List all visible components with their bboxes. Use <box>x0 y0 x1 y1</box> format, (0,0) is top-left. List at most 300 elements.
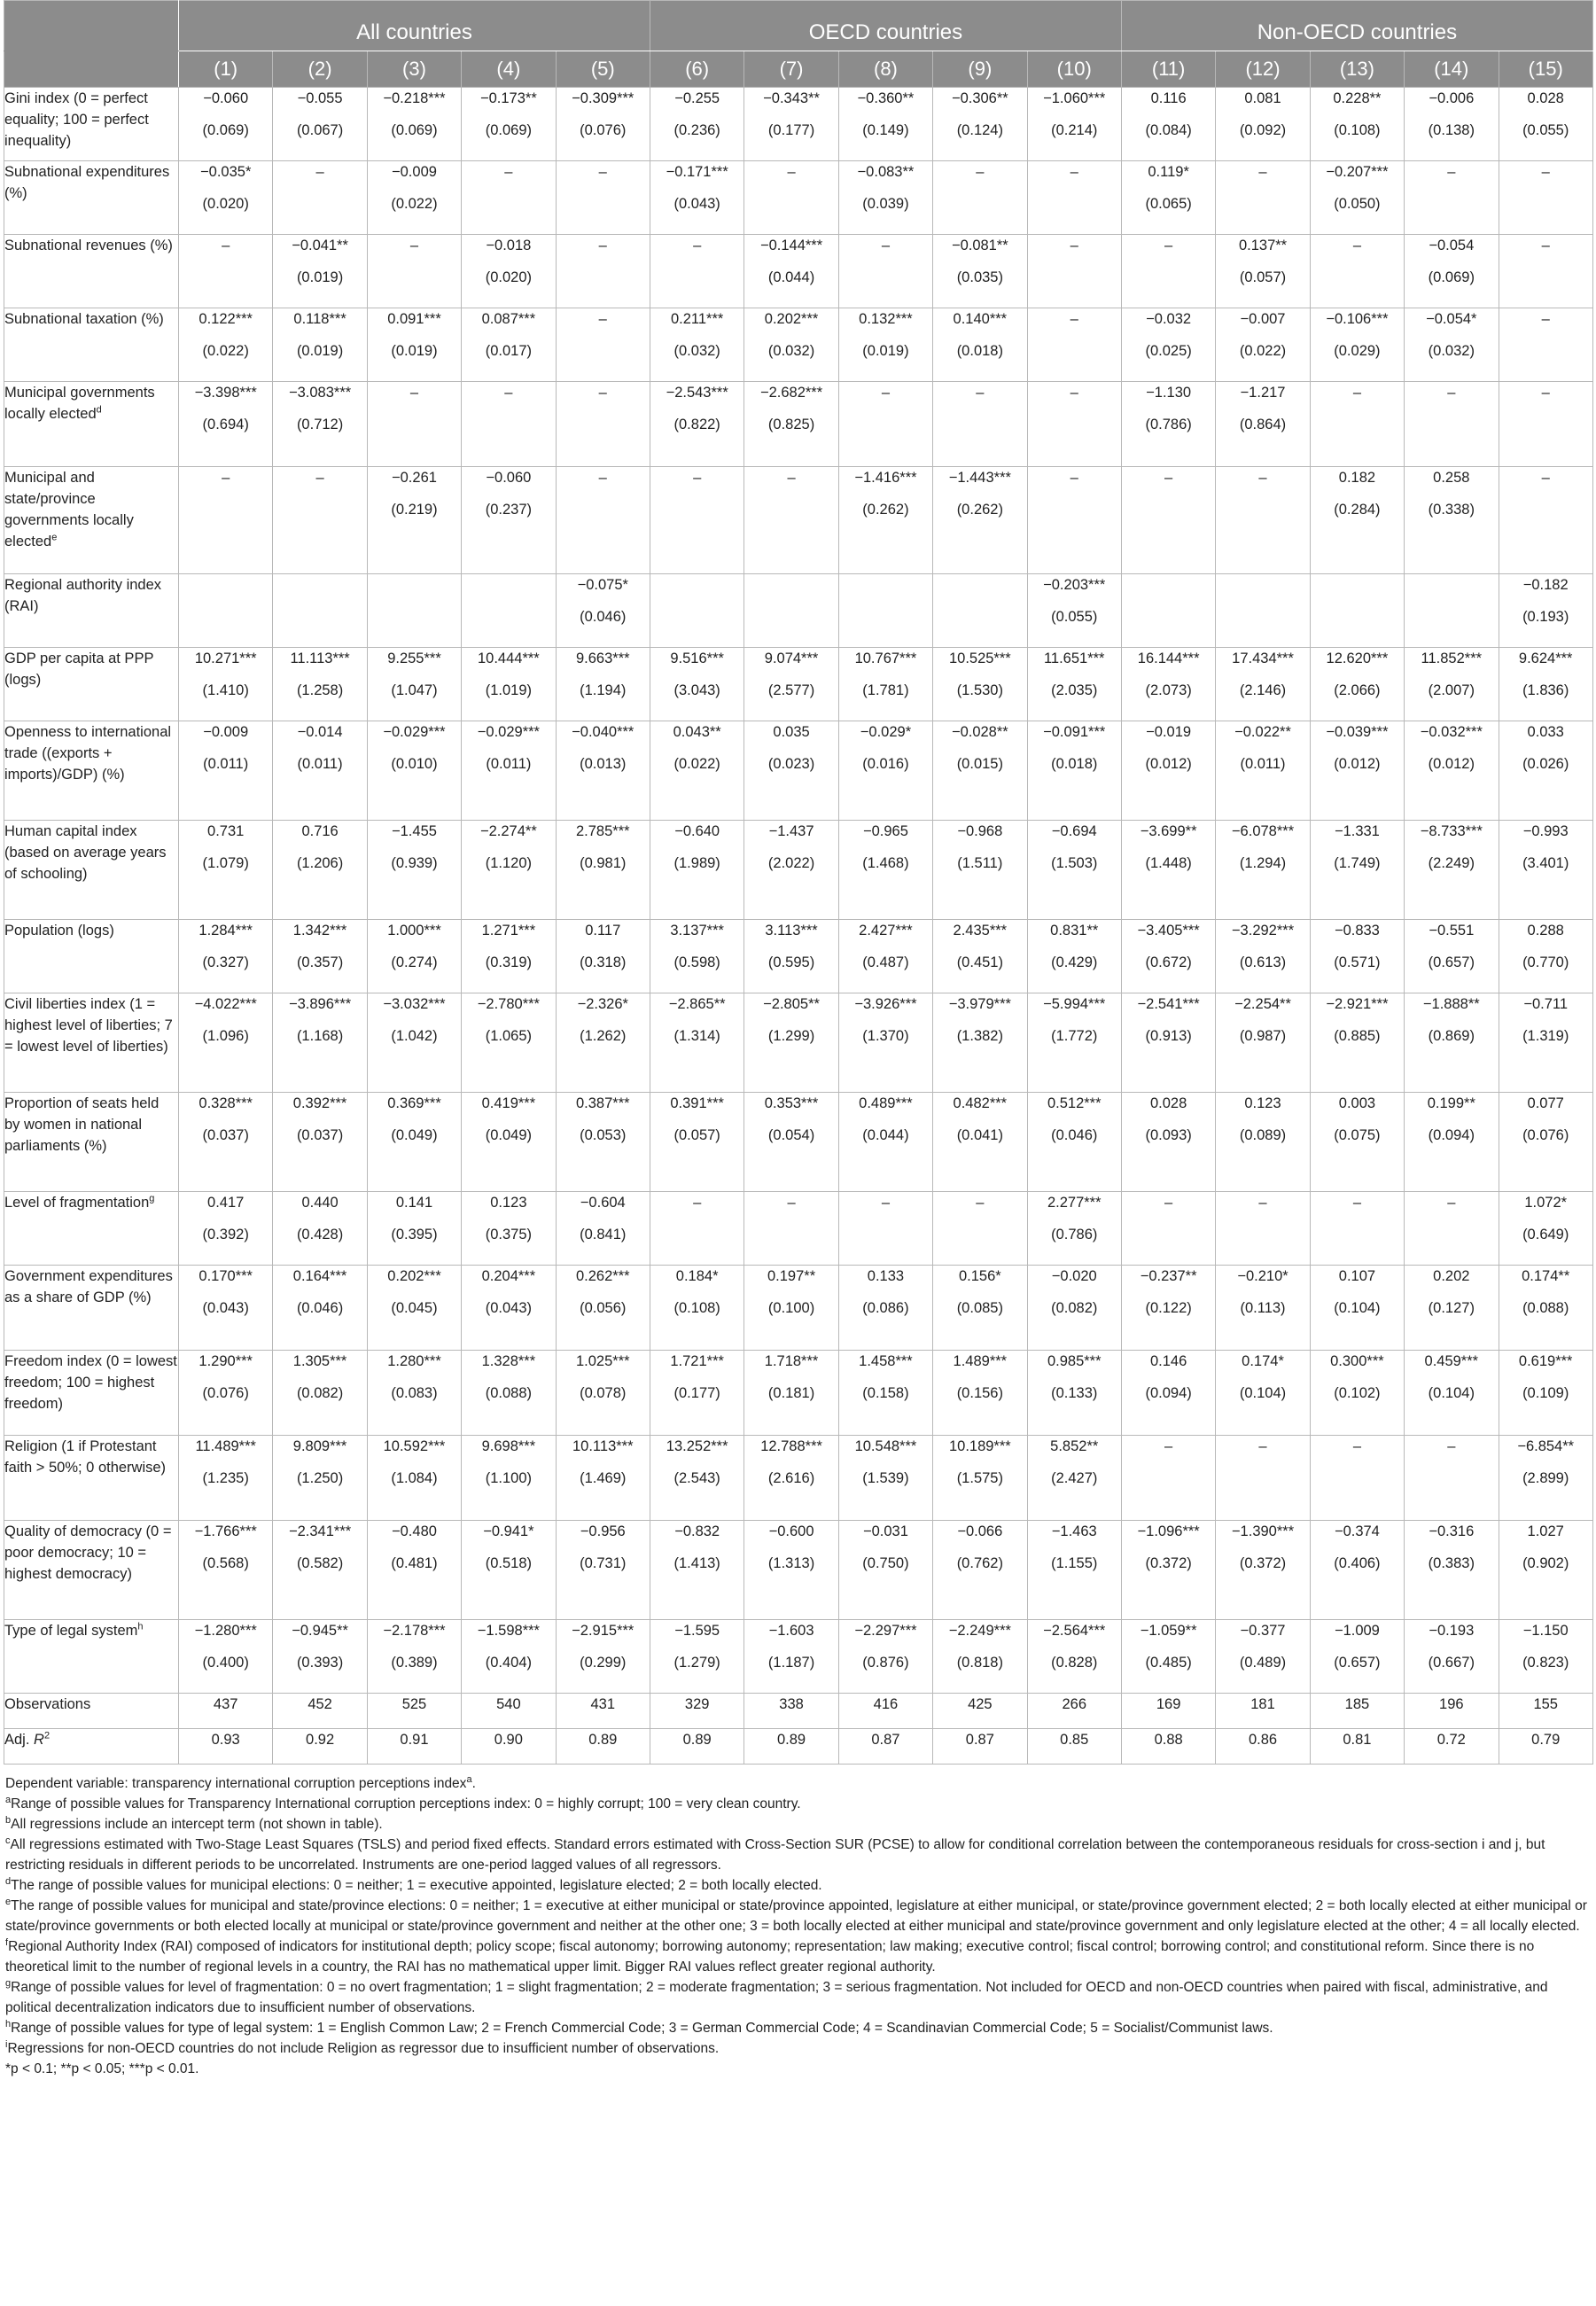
standard-error <box>744 1224 837 1245</box>
standard-error <box>557 340 650 362</box>
estimate-cell <box>556 993 650 1093</box>
standard-error: (1.155) <box>1051 1555 1098 1571</box>
estimate-cell <box>1310 574 1404 648</box>
coefficient: −0.968 <box>957 823 1003 839</box>
standard-error <box>933 193 1026 214</box>
estimate-cell <box>744 1266 838 1351</box>
standard-error: (0.057) <box>673 1127 720 1143</box>
standard-error: (2.249) <box>1428 855 1475 871</box>
standard-error <box>1216 1224 1309 1245</box>
standard-error: (0.177) <box>673 1385 720 1401</box>
coefficient: 3.137*** <box>670 923 724 939</box>
coefficient: 9.809*** <box>292 1438 347 1454</box>
row-label-text: Subnational taxation (%) <box>4 311 164 327</box>
estimate-cell <box>462 1266 556 1351</box>
standard-error: (0.032) <box>767 343 815 359</box>
standard-error <box>1028 267 1121 288</box>
coefficient: – <box>881 1195 891 1211</box>
coefficient: −2.564*** <box>1043 1623 1106 1639</box>
estimate-cell <box>556 467 650 574</box>
standard-error <box>744 193 837 214</box>
coefficient: 10.767*** <box>854 651 917 666</box>
group-header-row <box>4 1 1593 51</box>
coefficient: 1.290*** <box>199 1353 253 1369</box>
coefficient: −1.150 <box>1522 1623 1569 1639</box>
estimate-cell <box>273 235 367 308</box>
coefficient: 0.258 <box>1433 470 1470 486</box>
coefficient: −0.055 <box>297 90 343 106</box>
standard-error: (0.026) <box>1522 756 1569 772</box>
standard-error: (0.019) <box>296 269 344 285</box>
estimate-cell <box>1121 648 1215 721</box>
table-note <box>5 1794 1591 1814</box>
standard-error: (1.120) <box>485 855 532 871</box>
standard-error: (0.088) <box>1522 1300 1569 1316</box>
note-marker: a <box>5 1794 12 1805</box>
note-text: The range of possible values for municipal and state/province elections: 0 = neither; 1 = executive at either municipal or state/province appointed, legislature at either municipal, or state/province government elected; 2 = both locally elected at either municipal or state/province governments or both elected locally at municipal or state/province government and neither at the other one; 3 = both locally elected at either municipal and state/province government and only legislature elected at the other; 4 = all locally elected. <box>5 1898 1587 1934</box>
coefficient: – <box>1541 238 1550 253</box>
coefficient: −3.083*** <box>288 385 352 401</box>
standard-error: (0.487) <box>862 954 909 970</box>
estimate-cell <box>650 993 744 1093</box>
estimate-cell <box>1121 993 1215 1093</box>
estimate-cell <box>1121 1093 1215 1192</box>
coefficient: −3.979*** <box>948 996 1011 1012</box>
coefficient: −0.374 <box>1334 1523 1380 1539</box>
standard-error: (0.054) <box>767 1127 815 1143</box>
estimate-cell <box>1027 648 1121 721</box>
standard-error: (0.319) <box>485 954 532 970</box>
coefficient: 0.985*** <box>1047 1353 1102 1369</box>
standard-error: (1.194) <box>580 682 627 698</box>
standard-error <box>1122 1224 1215 1245</box>
standard-error: (0.284) <box>1334 502 1381 518</box>
coefficient: −0.022** <box>1234 724 1291 740</box>
estimate-cell <box>556 235 650 308</box>
table-row <box>4 1192 1593 1266</box>
coefficient: −1.096*** <box>1137 1523 1200 1539</box>
estimate-cell <box>1216 821 1310 920</box>
note-text: *p < 0.1; **p < 0.05; ***p < 0.01. <box>5 2061 199 2076</box>
coefficient: – <box>787 1195 796 1211</box>
row-label-text: Human capital index (based on average years of schooling) <box>4 823 167 882</box>
table-note <box>5 2018 1591 2038</box>
standard-error: (0.037) <box>296 1127 344 1143</box>
standard-error: (0.429) <box>1051 954 1098 970</box>
coefficient: – <box>315 470 324 486</box>
adj-r2-cell: 0.93 <box>179 1729 273 1765</box>
coefficient <box>1311 574 1404 596</box>
standard-error: (0.025) <box>1145 343 1192 359</box>
estimate-cell <box>1121 308 1215 382</box>
coefficient: −0.019 <box>1146 724 1192 740</box>
row-label-text: Quality of democracy (0 = poor democracy; 10 = highest democracy) <box>4 1523 172 1582</box>
estimate-cell <box>1499 721 1592 821</box>
note-marker: c <box>5 1835 11 1846</box>
standard-error: (1.370) <box>862 1028 909 1044</box>
group-header: OECD countries <box>650 1 1121 51</box>
standard-error: (0.913) <box>1145 1028 1192 1044</box>
estimate-cell <box>1310 88 1404 161</box>
standard-error <box>557 414 650 435</box>
standard-error: (0.149) <box>862 122 909 138</box>
coefficient: 0.043** <box>673 724 721 740</box>
row-label: Observations <box>4 1694 179 1729</box>
standard-error: (0.032) <box>673 343 720 359</box>
standard-error <box>933 414 1026 435</box>
standard-error: (0.451) <box>956 954 1003 970</box>
standard-error: (0.108) <box>673 1300 720 1316</box>
coefficient: −3.292*** <box>1231 923 1295 939</box>
standard-error: (0.076) <box>580 122 627 138</box>
standard-error: (0.012) <box>1334 756 1381 772</box>
standard-error: (1.065) <box>485 1028 532 1044</box>
coefficient: −5.994*** <box>1043 996 1106 1012</box>
observations-row <box>4 1694 1593 1729</box>
row-label <box>4 993 179 1093</box>
estimate-cell <box>1216 1620 1310 1694</box>
standard-error: (0.582) <box>296 1555 344 1571</box>
standard-error: (0.046) <box>580 609 627 625</box>
estimate-cell <box>462 1521 556 1620</box>
note-text: Dependent variable: transparency international corruption perceptions index <box>5 1776 467 1791</box>
coefficient: −1.331 <box>1334 823 1380 839</box>
coefficient: – <box>1164 1438 1173 1454</box>
coefficient: −2.682*** <box>759 385 823 401</box>
standard-error: (0.568) <box>202 1555 249 1571</box>
coefficient: 0.369*** <box>387 1095 441 1111</box>
adj-r2-cell: 0.87 <box>933 1729 1027 1765</box>
coefficient: −0.218*** <box>383 90 446 106</box>
estimate-cell <box>838 821 932 920</box>
coefficient: −0.039*** <box>1326 724 1389 740</box>
estimate-cell <box>933 821 1027 920</box>
estimate-cell <box>462 993 556 1093</box>
coefficient: −0.193 <box>1429 1623 1475 1639</box>
standard-error: (0.089) <box>1239 1127 1287 1143</box>
estimate-cell <box>1121 574 1215 648</box>
estimate-cell <box>744 88 838 161</box>
note-text: Regional Authority Index (RAI) composed of indicators for institutional depth; policy scope; fiscal autonomy; borrowing autonomy; representation; law making; executive control; fiscal control; borrowing control; and constitutional reform. Since there is no theoretical limit to the number of regional levels in a country, the RAI has no mathematical upper limit. Bigger RAI values reflect greater regional authority. <box>5 1939 1535 1975</box>
coefficient: 1.284*** <box>199 923 253 939</box>
estimate-cell <box>650 1192 744 1266</box>
coefficient: −0.041** <box>292 238 348 253</box>
coefficient: – <box>1447 385 1456 401</box>
estimate-cell <box>179 235 273 308</box>
estimate-cell <box>1405 1436 1499 1521</box>
estimate-cell <box>179 1521 273 1620</box>
estimate-cell <box>1499 308 1592 382</box>
estimate-cell <box>179 1192 273 1266</box>
coefficient: 0.831** <box>1050 923 1099 939</box>
coefficient: – <box>1164 470 1173 486</box>
standard-error <box>1499 414 1592 435</box>
estimate-cell <box>1499 821 1592 920</box>
estimate-cell <box>1027 1351 1121 1436</box>
estimate-cell <box>744 1192 838 1266</box>
standard-error: (0.092) <box>1239 122 1287 138</box>
estimate-cell <box>462 648 556 721</box>
standard-error: (2.577) <box>767 682 815 698</box>
estimate-cell <box>838 1620 932 1694</box>
observations-cell: 437 <box>179 1694 273 1729</box>
standard-error: (0.046) <box>1051 1127 1098 1143</box>
estimate-cell <box>933 993 1027 1093</box>
coefficient: −2.805** <box>763 996 820 1012</box>
standard-error: (2.035) <box>1051 682 1098 698</box>
standard-error: (0.885) <box>1334 1028 1381 1044</box>
note-text: All regressions estimated with Two-Stage Least Squares (TSLS) and period fixed effects. Standard errors estimated with Cross-Section SUR (PCSE) to allow for conditional correlation between the contemporaneous residuals for cross-section i and j, but restricting residuals in different periods to be uncorrelated. Instruments are one-period lagged values of all regressors. <box>5 1837 1545 1873</box>
standard-error: (0.214) <box>1051 122 1098 138</box>
coefficient: 0.107 <box>1338 1268 1376 1284</box>
coefficient: – <box>1070 470 1078 486</box>
coefficient: −1.217 <box>1240 385 1286 401</box>
standard-error <box>1122 267 1215 288</box>
coefficient: −2.297*** <box>854 1623 917 1639</box>
estimate-cell <box>273 920 367 993</box>
coefficient: 1.025*** <box>575 1353 630 1369</box>
coefficient: −0.941* <box>483 1523 534 1539</box>
standard-error: (0.055) <box>1051 609 1098 625</box>
table-note <box>5 1896 1591 1936</box>
coefficient: −0.054 <box>1429 238 1475 253</box>
row-label <box>4 721 179 821</box>
standard-error: (1.511) <box>957 855 1003 871</box>
standard-error <box>368 606 461 627</box>
estimate-cell <box>838 161 932 235</box>
observations-cell: 329 <box>650 1694 744 1729</box>
standard-error: (0.869) <box>1428 1028 1475 1044</box>
coefficient: −0.032 <box>1146 311 1192 327</box>
standard-error: (1.258) <box>296 682 344 698</box>
table-row <box>4 235 1593 308</box>
estimate-cell <box>462 308 556 382</box>
standard-error: (2.073) <box>1145 682 1192 698</box>
standard-error: (1.319) <box>1522 1028 1569 1044</box>
adj-r2-cell: 0.86 <box>1216 1729 1310 1765</box>
estimate-cell <box>1216 88 1310 161</box>
estimate-cell <box>744 721 838 821</box>
coefficient: −0.640 <box>674 823 720 839</box>
coefficient: −0.009 <box>392 164 437 180</box>
coefficient <box>368 574 461 596</box>
estimate-cell <box>838 1351 932 1436</box>
note-text: Range of possible values for type of legal system: 1 = English Common Law; 2 = French Commercial Code; 3 = German Commercial Code; 4 = Scandinavian Commercial Code; 5 = Socialist/Communist laws. <box>11 2021 1273 2036</box>
footnote-marker: h <box>137 1621 144 1632</box>
estimate-cell <box>1405 88 1499 161</box>
standard-error <box>744 499 837 520</box>
standard-error <box>179 606 272 627</box>
estimate-cell <box>1499 920 1592 993</box>
standard-error: (0.082) <box>296 1385 344 1401</box>
estimate-cell <box>273 821 367 920</box>
standard-error: (0.841) <box>580 1227 627 1243</box>
coefficient: 0.288 <box>1527 923 1564 939</box>
table-row <box>4 467 1593 574</box>
table-note <box>5 2038 1591 2059</box>
standard-error: (0.017) <box>485 343 532 359</box>
column-number: (5) <box>556 51 650 88</box>
estimate-cell <box>933 1521 1027 1620</box>
row-label-text: Type of legal system <box>4 1623 138 1639</box>
coefficient: – <box>1164 238 1173 253</box>
estimate-cell <box>1121 161 1215 235</box>
coefficient: −0.060 <box>203 90 249 106</box>
coefficient: 0.028 <box>1527 90 1564 106</box>
standard-error: (0.219) <box>391 502 438 518</box>
estimate-cell <box>1216 308 1310 382</box>
coefficient: −0.203*** <box>1043 577 1106 593</box>
estimate-cell <box>838 920 932 993</box>
column-number: (6) <box>650 51 744 88</box>
coefficient: – <box>598 470 607 486</box>
estimate-cell <box>1405 648 1499 721</box>
estimate-cell <box>556 161 650 235</box>
estimate-cell <box>1405 721 1499 821</box>
coefficient: 0.137** <box>1238 238 1288 253</box>
estimate-cell <box>650 88 744 161</box>
observations-cell: 169 <box>1121 1694 1215 1729</box>
row-label <box>4 382 179 467</box>
coefficient: 1.280*** <box>387 1353 441 1369</box>
estimate-cell <box>744 1093 838 1192</box>
estimate-cell <box>650 1620 744 1694</box>
coefficient: −3.926*** <box>854 996 917 1012</box>
estimate-cell <box>744 648 838 721</box>
estimate-cell <box>1121 1192 1215 1266</box>
estimate-cell <box>1499 1192 1592 1266</box>
column-number: (4) <box>462 51 556 88</box>
note-marker: g <box>5 1977 12 1989</box>
estimate-cell <box>1405 235 1499 308</box>
estimate-cell <box>1121 1351 1215 1436</box>
coefficient: 0.133 <box>867 1268 905 1284</box>
standard-error: (0.338) <box>1428 502 1475 518</box>
estimate-cell <box>1405 1351 1499 1436</box>
standard-error: (1.539) <box>862 1470 909 1486</box>
estimate-cell <box>1121 821 1215 920</box>
standard-error: (1.503) <box>1051 855 1098 871</box>
coefficient: −0.306** <box>951 90 1008 106</box>
note-marker: e <box>5 1896 12 1907</box>
standard-error: (0.694) <box>202 417 249 432</box>
coefficient: 10.189*** <box>948 1438 1011 1454</box>
standard-error <box>839 1224 932 1245</box>
column-number: (13) <box>1310 51 1404 88</box>
row-label-text: Freedom index (0 = lowest freedom; 100 = highest freedom) <box>4 1353 177 1412</box>
estimate-cell <box>1499 88 1592 161</box>
coefficient <box>179 574 272 596</box>
estimate-cell <box>1216 1521 1310 1620</box>
estimate-cell <box>838 1521 932 1620</box>
standard-error: (0.067) <box>296 122 344 138</box>
coefficient: 0.731 <box>207 823 245 839</box>
table-row <box>4 382 1593 467</box>
coefficient: 0.619*** <box>1518 1353 1573 1369</box>
standard-error: (1.250) <box>296 1470 344 1486</box>
coefficient: – <box>693 470 702 486</box>
column-number: (12) <box>1216 51 1310 88</box>
coefficient: 0.459*** <box>1424 1353 1479 1369</box>
standard-error: (0.104) <box>1428 1385 1475 1401</box>
estimate-cell <box>1310 821 1404 920</box>
coefficient: 9.698*** <box>481 1438 536 1454</box>
standard-error: (1.187) <box>767 1655 815 1671</box>
coefficient: 0.033 <box>1527 724 1564 740</box>
coefficient: – <box>1352 385 1361 401</box>
coefficient: −6.078*** <box>1231 823 1295 839</box>
coefficient: 0.184* <box>675 1268 719 1284</box>
standard-error: (0.389) <box>391 1655 438 1671</box>
row-label <box>4 821 179 920</box>
coefficient: −0.014 <box>297 724 343 740</box>
coefficient: −3.405*** <box>1137 923 1200 939</box>
coefficient: 0.716 <box>301 823 339 839</box>
standard-error: (0.299) <box>580 1655 627 1671</box>
estimate-cell <box>462 161 556 235</box>
standard-error: (0.262) <box>956 502 1003 518</box>
standard-error: (1.575) <box>956 1470 1003 1486</box>
standard-error <box>557 193 650 214</box>
estimate-cell <box>744 993 838 1093</box>
standard-error: (0.375) <box>485 1227 532 1243</box>
standard-error <box>1028 340 1121 362</box>
standard-error <box>273 606 366 627</box>
coefficient: −0.945** <box>292 1623 348 1639</box>
estimate-cell <box>650 467 744 574</box>
estimate-cell <box>933 721 1027 821</box>
coefficient: 0.141 <box>395 1195 433 1211</box>
estimate-cell <box>933 382 1027 467</box>
standard-error: (1.294) <box>1239 855 1287 871</box>
table-note <box>5 1936 1591 1977</box>
standard-error <box>839 267 932 288</box>
standard-error: (0.076) <box>202 1385 249 1401</box>
standard-error: (1.314) <box>673 1028 720 1044</box>
standard-error <box>179 499 272 520</box>
estimate-cell <box>556 308 650 382</box>
standard-error: (0.657) <box>1428 954 1475 970</box>
standard-error: (0.016) <box>862 756 909 772</box>
observations-cell: 338 <box>744 1694 838 1729</box>
row-label <box>4 1351 179 1436</box>
row-label-text: Government expenditures as a share of GDP (%) <box>4 1268 173 1305</box>
adj-r2-cell: 0.81 <box>1310 1729 1404 1765</box>
standard-error: (0.011) <box>203 756 249 772</box>
coefficient: 1.027 <box>1527 1523 1564 1539</box>
estimate-cell <box>1027 308 1121 382</box>
standard-error: (0.357) <box>296 954 344 970</box>
observations-cell: 185 <box>1310 1694 1404 1729</box>
observations-cell: 196 <box>1405 1694 1499 1729</box>
standard-error: (0.035) <box>956 269 1003 285</box>
adj-r2-cell: 0.89 <box>744 1729 838 1765</box>
estimate-cell <box>367 1192 461 1266</box>
standard-error: (0.392) <box>202 1227 249 1243</box>
standard-error: (0.395) <box>391 1227 438 1243</box>
standard-error <box>1216 499 1309 520</box>
column-number: (11) <box>1121 51 1215 88</box>
row-label-text: Regional authority index (RAI) <box>4 577 162 614</box>
table-row <box>4 1266 1593 1351</box>
coefficient: 10.113*** <box>572 1438 634 1454</box>
coefficient: – <box>1541 470 1550 486</box>
standard-error: (0.406) <box>1334 1555 1381 1571</box>
estimate-cell <box>1027 1521 1121 1620</box>
estimate-cell <box>1216 1266 1310 1351</box>
adj-r2-sup: 2 <box>43 1730 51 1741</box>
estimate-cell <box>838 648 932 721</box>
